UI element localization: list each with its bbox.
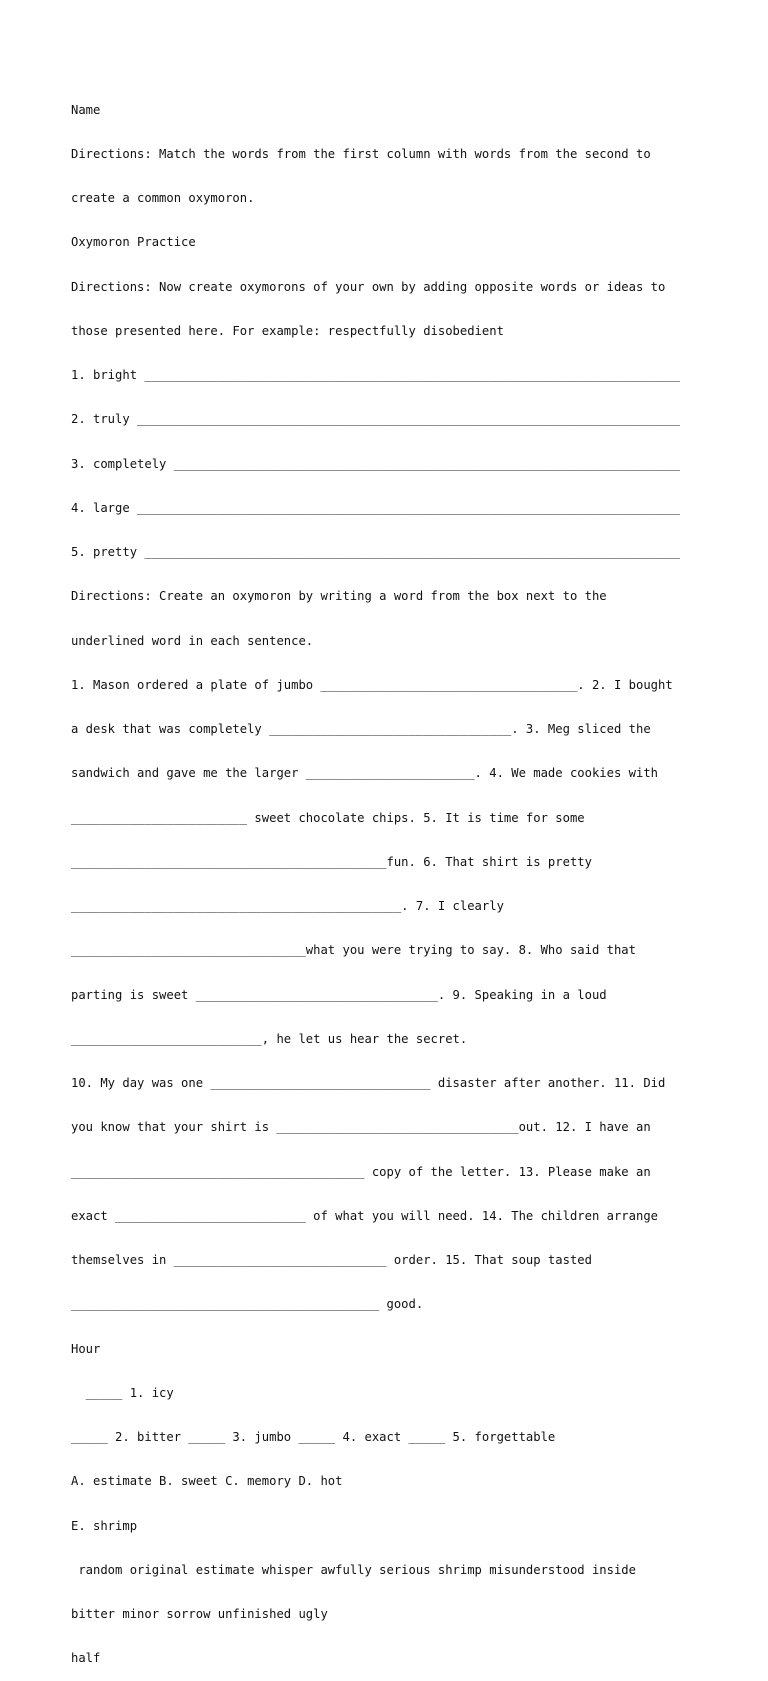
sentence-paragraph-line: __________________________, he let us hear the secret. xyxy=(71,1031,468,1046)
sentence-paragraph-line: _____________________________________________. 7. I clearly xyxy=(71,899,504,913)
name-label: Name xyxy=(71,102,101,117)
word-box-line: bitter minor sorrow unfinished ugly xyxy=(71,1607,328,1621)
document-body xyxy=(71,73,711,1681)
word-box-line: random original estimate whisper awfully serious shrimp misunderstood inside xyxy=(71,1562,636,1577)
section-title: Oxymoron Practice xyxy=(71,235,196,250)
word-box-line: half xyxy=(71,1651,101,1666)
sentence-paragraph-line: you know that your shirt is _________________________________out. 12. I have an xyxy=(71,1120,651,1135)
practice-item-4: 4. large __________________________________________________________________________ xyxy=(71,500,681,515)
match-options-row: E. shrimp xyxy=(71,1518,138,1533)
sentence-paragraph-line: ________________________ sweet chocolate chips. 5. It is time for some xyxy=(71,810,585,825)
sentence-paragraph-line: __________________________________________ good. xyxy=(71,1297,424,1312)
sentence-paragraph-line: themselves in _____________________________ order. 15. That soup tasted xyxy=(71,1253,592,1267)
practice-item-3: 3. completely _____________________________________________________________________ xyxy=(71,456,681,471)
directions-2-line-2: those presented here. For example: respectfully disobedient xyxy=(71,323,504,338)
sentence-paragraph-line: 10. My day was one ______________________________ disaster after another. 11. Did xyxy=(71,1076,666,1090)
directions-2-line-1: Directions: Now create oxymorons of your own by adding opposite words or ideas to xyxy=(71,279,666,294)
match-item-row: _____ 1. icy xyxy=(71,1385,174,1400)
sentence-paragraph-line: ___________________________________________fun. 6. That shirt is pretty xyxy=(71,854,592,869)
sentence-paragraph-line: ________________________________what you were trying to say. 8. Who said that xyxy=(71,943,636,958)
practice-item-2: 2. truly __________________________________________________________________________ xyxy=(71,412,681,427)
hour-label: Hour xyxy=(71,1341,101,1356)
practice-item-1: 1. bright _________________________________________________________________________ xyxy=(71,368,681,382)
directions-3-line-1: Directions: Create an oxymoron by writing a word from the box next to the xyxy=(71,589,607,604)
sentence-paragraph-line: parting is sweet _________________________________. 9. Speaking in a loud xyxy=(71,987,607,1002)
sentence-paragraph-line: a desk that was completely _________________________________. 3. Meg sliced the xyxy=(71,722,651,736)
directions-1-line-1: Directions: Match the words from the first column with words from the second to xyxy=(71,146,651,161)
sentence-paragraph-line: ________________________________________ copy of the letter. 13. Please make an xyxy=(71,1164,651,1179)
directions-1-line-2: create a common oxymoron. xyxy=(71,191,255,205)
match-item-row: _____ 2. bitter _____ 3. jumbo _____ 4. exact _____ 5. forgettable xyxy=(71,1430,556,1444)
practice-item-5: 5. pretty _________________________________________________________________________ xyxy=(71,545,681,559)
sentence-paragraph-line: sandwich and gave me the larger _______________________. 4. We made cookies with xyxy=(71,766,658,781)
sentence-paragraph-line: exact __________________________ of what you will need. 14. The children arrange xyxy=(71,1208,658,1223)
match-options-row: A. estimate B. sweet C. memory D. hot xyxy=(71,1474,343,1489)
directions-3-line-2: underlined word in each sentence. xyxy=(71,633,314,648)
sentence-paragraph-line: 1. Mason ordered a plate of jumbo ___________________________________. 2. I bought xyxy=(71,677,673,692)
